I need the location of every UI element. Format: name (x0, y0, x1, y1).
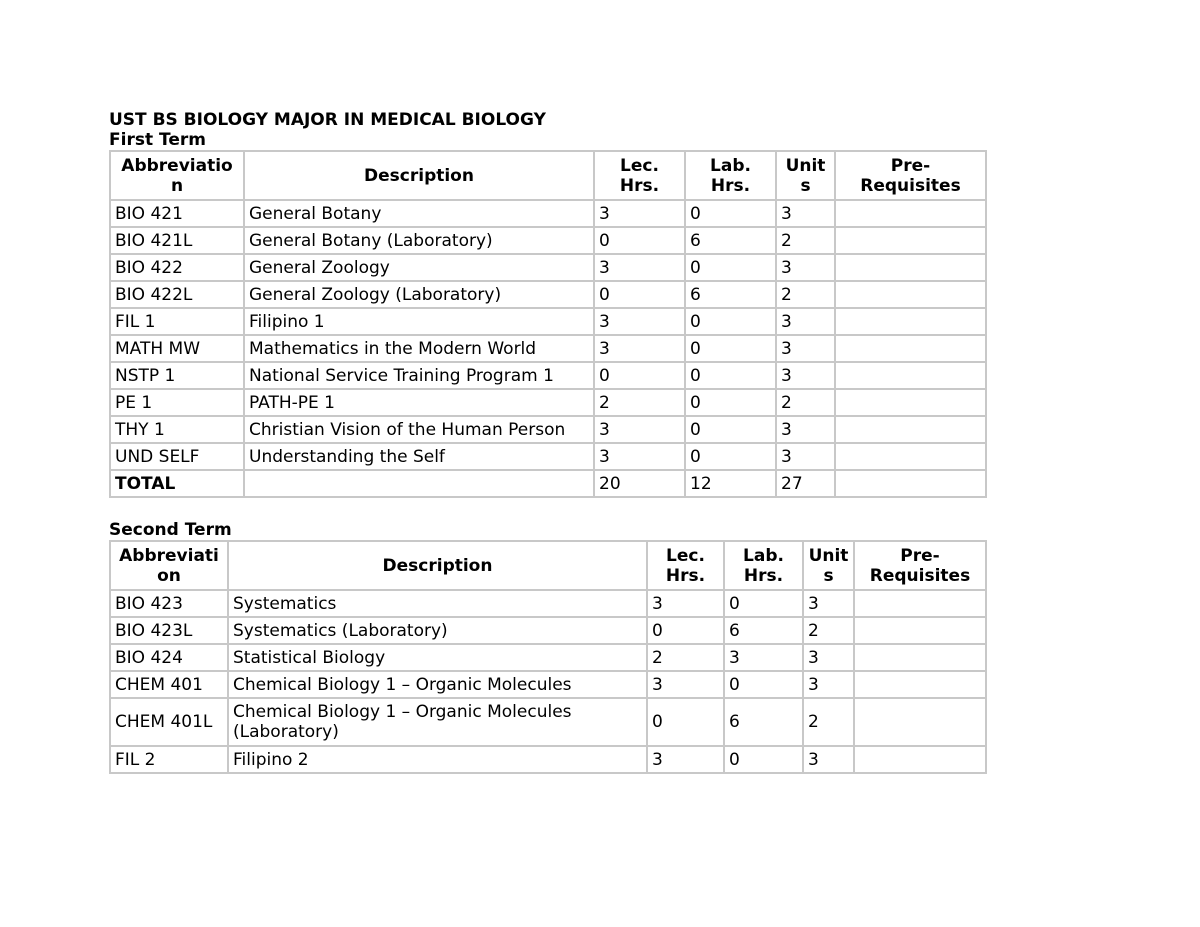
cell-description: Chemical Biology 1 – Organic Molecules (Laboratory) (228, 698, 647, 746)
header-prerequisites: Pre- Requisites (835, 151, 986, 200)
header-units: Unit s (776, 151, 835, 200)
header-prerequisites: Pre- Requisites (854, 541, 986, 590)
cell-prerequisites (835, 389, 986, 416)
cell-description: Understanding the Self (244, 443, 594, 470)
cell-description: Christian Vision of the Human Person (244, 416, 594, 443)
cell-description: Mathematics in the Modern World (244, 335, 594, 362)
header-abbreviation: Abbreviati on (110, 541, 228, 590)
cell-description: General Botany (244, 200, 594, 227)
cell-units: 2 (803, 617, 854, 644)
cell-lab-hrs: 0 (685, 335, 776, 362)
cell-description: National Service Training Program 1 (244, 362, 594, 389)
total-units: 27 (776, 470, 835, 497)
cell-description: General Zoology (Laboratory) (244, 281, 594, 308)
second-term-table (109, 540, 987, 774)
term-heading-first: First Term (109, 130, 206, 150)
table-row (110, 254, 986, 281)
cell-lab-hrs: 0 (685, 254, 776, 281)
cell-lab-hrs: 0 (685, 389, 776, 416)
header-units: Unit s (803, 541, 854, 590)
table-row (110, 644, 986, 671)
cell-units: 3 (776, 200, 835, 227)
cell-units: 3 (803, 671, 854, 698)
document-title: UST BS BIOLOGY MAJOR IN MEDICAL BIOLOGY (109, 110, 546, 130)
cell-lec-hrs: 3 (594, 254, 685, 281)
header-lab-hrs: Lab. Hrs. (724, 541, 803, 590)
cell-prerequisites (835, 362, 986, 389)
cell-units: 3 (803, 746, 854, 773)
cell-prerequisites (854, 644, 986, 671)
cell-abbreviation: CHEM 401 (110, 671, 228, 698)
cell-units: 3 (776, 362, 835, 389)
cell-lec-hrs: 3 (647, 671, 724, 698)
total-label: TOTAL (110, 470, 244, 497)
header-abbreviation: Abbreviatio n (110, 151, 244, 200)
table-row (110, 281, 986, 308)
table-row (110, 362, 986, 389)
cell-prerequisites (835, 200, 986, 227)
cell-abbreviation: BIO 423L (110, 617, 228, 644)
cell-lab-hrs: 0 (685, 308, 776, 335)
cell-lab-hrs: 6 (724, 617, 803, 644)
table-row (110, 389, 986, 416)
cell-lab-hrs: 0 (685, 362, 776, 389)
cell-abbreviation: BIO 422 (110, 254, 244, 281)
cell-lec-hrs: 0 (594, 281, 685, 308)
total-lab-hrs: 12 (685, 470, 776, 497)
table-header-row (110, 541, 986, 590)
cell-description: Filipino 1 (244, 308, 594, 335)
cell-lab-hrs: 6 (685, 281, 776, 308)
cell-prerequisites (835, 335, 986, 362)
cell-units: 3 (776, 254, 835, 281)
header-description: Description (244, 151, 594, 200)
cell-prerequisites (854, 617, 986, 644)
table-row (110, 617, 986, 644)
table-row (110, 308, 986, 335)
cell-prerequisites (835, 227, 986, 254)
cell-lec-hrs: 0 (594, 362, 685, 389)
cell-description: Systematics (228, 590, 647, 617)
cell-units: 3 (776, 416, 835, 443)
cell-description: General Botany (Laboratory) (244, 227, 594, 254)
cell-description: Filipino 2 (228, 746, 647, 773)
cell-prerequisites (835, 416, 986, 443)
cell-lec-hrs: 3 (594, 308, 685, 335)
cell-lec-hrs: 3 (594, 335, 685, 362)
cell-lec-hrs: 0 (594, 227, 685, 254)
cell-abbreviation: BIO 424 (110, 644, 228, 671)
cell-prerequisites (854, 746, 986, 773)
cell-abbreviation: CHEM 401L (110, 698, 228, 746)
cell-lab-hrs: 0 (685, 416, 776, 443)
cell-description: Chemical Biology 1 – Organic Molecules (228, 671, 647, 698)
table-row (110, 335, 986, 362)
first-term-table (109, 150, 987, 498)
cell-abbreviation: PE 1 (110, 389, 244, 416)
cell-abbreviation: FIL 1 (110, 308, 244, 335)
cell-prerequisites (854, 698, 986, 746)
cell-lec-hrs: 3 (594, 200, 685, 227)
header-lec-hrs: Lec. Hrs. (647, 541, 724, 590)
cell-abbreviation: BIO 422L (110, 281, 244, 308)
cell-lec-hrs: 3 (647, 590, 724, 617)
cell-abbreviation: BIO 423 (110, 590, 228, 617)
table-row (110, 443, 986, 470)
cell-units: 2 (803, 698, 854, 746)
cell-lec-hrs: 2 (594, 389, 685, 416)
cell-prerequisites (835, 281, 986, 308)
cell-lab-hrs: 0 (724, 746, 803, 773)
cell-lec-hrs: 3 (594, 416, 685, 443)
header-description: Description (228, 541, 647, 590)
table-row (110, 590, 986, 617)
cell-abbreviation: MATH MW (110, 335, 244, 362)
cell-units: 3 (776, 308, 835, 335)
cell-prerequisites (835, 254, 986, 281)
cell-units: 3 (776, 335, 835, 362)
cell-lab-hrs: 6 (685, 227, 776, 254)
cell-lec-hrs: 0 (647, 698, 724, 746)
cell-lec-hrs: 2 (647, 644, 724, 671)
cell-units: 2 (776, 281, 835, 308)
table-row (110, 698, 986, 746)
total-lec-hrs: 20 (594, 470, 685, 497)
total-prerequisites (835, 470, 986, 497)
cell-abbreviation: THY 1 (110, 416, 244, 443)
cell-abbreviation: BIO 421 (110, 200, 244, 227)
cell-abbreviation: NSTP 1 (110, 362, 244, 389)
cell-prerequisites (835, 308, 986, 335)
cell-prerequisites (854, 590, 986, 617)
cell-description: PATH-PE 1 (244, 389, 594, 416)
cell-units: 3 (803, 590, 854, 617)
cell-prerequisites (835, 443, 986, 470)
total-description (244, 470, 594, 497)
cell-units: 2 (776, 227, 835, 254)
header-lec-hrs: Lec. Hrs. (594, 151, 685, 200)
cell-description: Systematics (Laboratory) (228, 617, 647, 644)
cell-abbreviation: FIL 2 (110, 746, 228, 773)
cell-lec-hrs: 0 (647, 617, 724, 644)
cell-units: 3 (803, 644, 854, 671)
cell-description: General Zoology (244, 254, 594, 281)
cell-lab-hrs: 6 (724, 698, 803, 746)
cell-lab-hrs: 3 (724, 644, 803, 671)
cell-lab-hrs: 0 (685, 443, 776, 470)
header-lab-hrs: Lab. Hrs. (685, 151, 776, 200)
table-row (110, 227, 986, 254)
cell-lab-hrs: 0 (685, 200, 776, 227)
cell-abbreviation: UND SELF (110, 443, 244, 470)
cell-lab-hrs: 0 (724, 671, 803, 698)
table-row (110, 746, 986, 773)
term-heading-second: Second Term (109, 520, 232, 540)
table-row (110, 671, 986, 698)
curriculum-document (109, 110, 985, 774)
cell-abbreviation: BIO 421L (110, 227, 244, 254)
cell-units: 2 (776, 389, 835, 416)
cell-lec-hrs: 3 (594, 443, 685, 470)
table-header-row (110, 151, 986, 200)
cell-lec-hrs: 3 (647, 746, 724, 773)
table-row (110, 416, 986, 443)
table-row (110, 200, 986, 227)
cell-units: 3 (776, 443, 835, 470)
cell-prerequisites (854, 671, 986, 698)
total-row (110, 470, 986, 497)
cell-description: Statistical Biology (228, 644, 647, 671)
cell-lab-hrs: 0 (724, 590, 803, 617)
